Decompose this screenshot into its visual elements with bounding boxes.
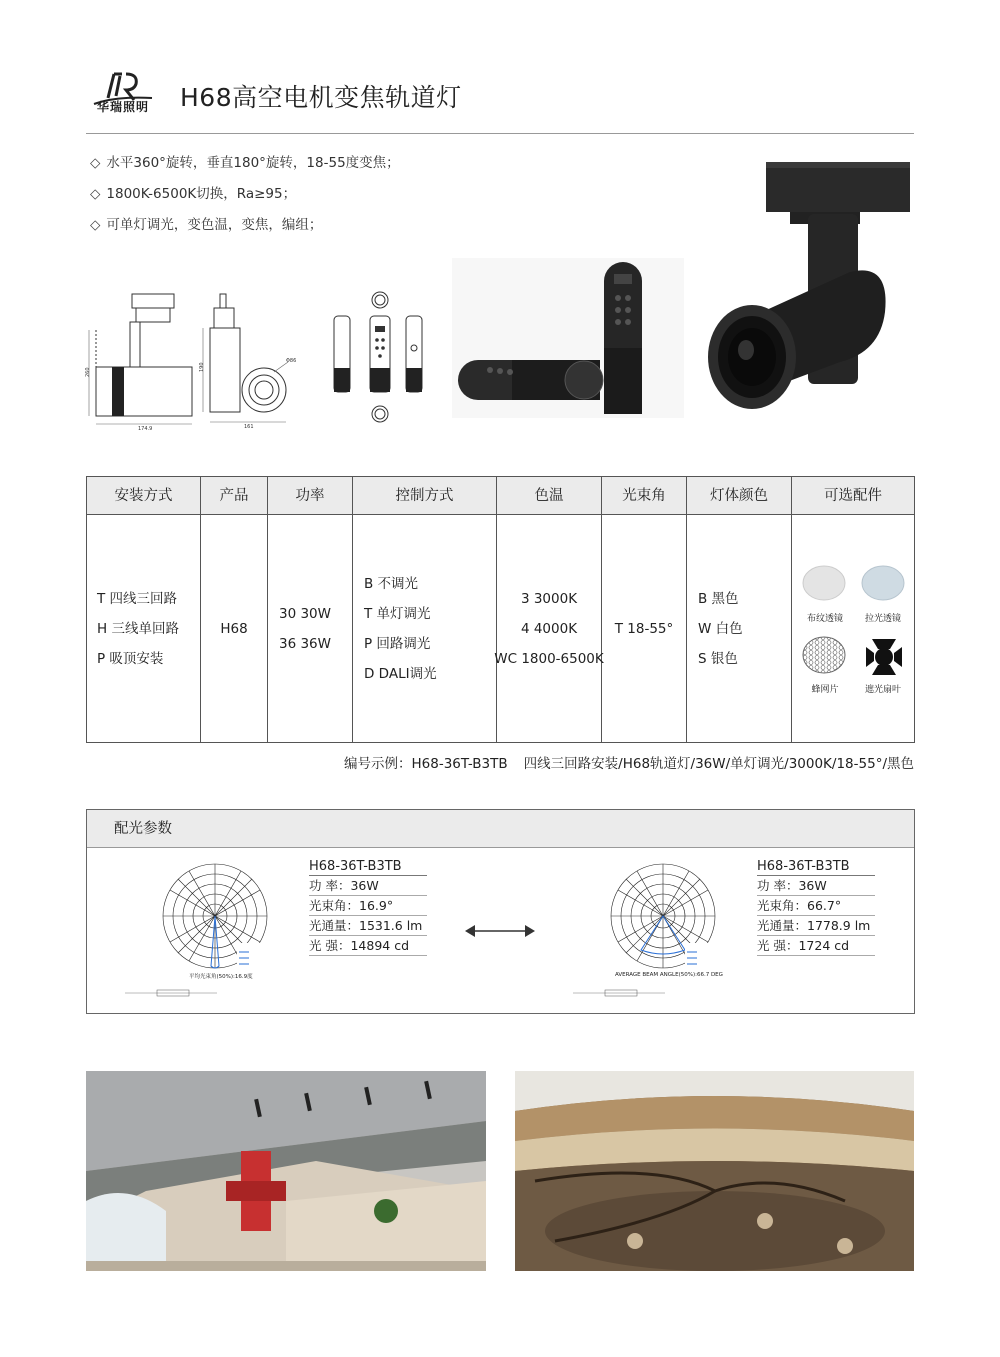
remote-control-photo: [452, 258, 684, 418]
color-option: S 银色: [698, 650, 738, 667]
scene-photo-atrium: [515, 1071, 914, 1271]
example-code: 编号示例：H68-36T-B3TB: [344, 756, 508, 772]
spec-row: 光 强：1724 cd: [757, 936, 875, 956]
header-cct: 色温: [497, 477, 601, 515]
control-option: B 不调光: [364, 575, 419, 592]
header-beam: 光束角: [602, 477, 686, 515]
polar-caption: 平均光束角(50%):16.9度: [189, 974, 253, 980]
front-height-label: 260: [85, 367, 91, 377]
diameter-label: Φ86: [286, 358, 297, 364]
col-install: [87, 477, 201, 742]
side-height-label: 190: [199, 362, 205, 372]
side-dimension-drawing: [200, 290, 300, 430]
spec-table: [86, 476, 915, 743]
col-body-color: [687, 477, 792, 742]
cct-option: 3 3000K: [520, 590, 578, 607]
col-product: [201, 477, 268, 742]
accessory-label: 布纹透镜: [806, 614, 843, 624]
textured-lens-icon: [802, 565, 846, 605]
polar-diagram-wide: [565, 858, 755, 1008]
diamond-bullet-icon: ◇: [90, 217, 101, 233]
power-option: 36 36W: [279, 635, 331, 652]
feature-item: [90, 214, 400, 245]
light-distribution-panel: [86, 809, 915, 1014]
install-option: H 三线单回路: [97, 620, 179, 637]
header-control: 控制方式: [353, 477, 496, 515]
spec-row: 光 强：14894 cd: [309, 936, 427, 956]
install-option: T 四线三回路: [97, 590, 178, 607]
front-width-label: 174.9: [138, 426, 153, 432]
page-title: H68高空电机变焦轨道灯: [180, 83, 462, 112]
feature-item: [90, 152, 400, 183]
feature-text: 1800K-6500K切换，Ra≥95；: [106, 186, 297, 202]
spec-row: 功 率：36W: [757, 876, 875, 896]
front-dimension-drawing: [86, 290, 196, 430]
col-power: [268, 477, 353, 742]
feature-text: 水平360°旋转，垂直180°旋转，18-55度变焦；: [106, 155, 400, 171]
remote-control-drawing: [330, 288, 430, 428]
control-option: P 回路调光: [364, 635, 431, 652]
cct-option: WC 1800-6500K: [494, 650, 604, 667]
control-option: D DALI调光: [364, 665, 437, 682]
spec-model: H68-36T-B3TB: [757, 858, 875, 876]
spec-row: 光束角：66.7°: [757, 896, 875, 916]
polar-diagram-narrow: [117, 858, 307, 1008]
accessories-grid: [792, 515, 914, 742]
product-model: H68: [220, 620, 248, 637]
color-option: W 白色: [698, 620, 743, 637]
col-control: [353, 477, 497, 742]
color-option: B 黑色: [698, 590, 739, 607]
spec-row: 功 率：36W: [309, 876, 427, 896]
beam-angle: T 18-55°: [614, 620, 674, 637]
header-accessories: 可选配件: [792, 477, 914, 515]
header-body-color: 灯体颜色: [687, 477, 791, 515]
double-arrow-icon: [463, 920, 537, 942]
control-option: T 单灯调光: [364, 605, 431, 622]
honeycomb-icon: [802, 635, 846, 677]
diamond-bullet-icon: ◇: [90, 155, 101, 171]
cct-option: 4 4000K: [520, 620, 578, 637]
brand-name: 华瑞照明: [96, 100, 149, 114]
header-power: 功率: [268, 477, 352, 515]
col-accessories: [792, 477, 914, 742]
header-install: 安装方式: [87, 477, 200, 515]
barn-door-icon: [864, 635, 904, 679]
side-width-label: 161: [244, 424, 254, 430]
spec-row: 光通量：1531.6 lm: [309, 916, 427, 936]
spec-row: 光束角：16.9°: [309, 896, 427, 916]
page-header: [86, 60, 914, 134]
spec-block-left: [309, 858, 427, 956]
diamond-bullet-icon: ◇: [90, 186, 101, 202]
power-option: 30 30W: [279, 605, 331, 622]
spec-block-right: [757, 858, 875, 956]
feature-list: [90, 152, 400, 245]
spec-model: H68-36T-B3TB: [309, 858, 427, 876]
spec-row: 光通量：1778.9 lm: [757, 916, 875, 936]
track-light-photo: [700, 152, 914, 417]
spread-lens-icon: [861, 565, 905, 605]
feature-text: 可单灯调光，变色温，变焦，编组；: [106, 217, 323, 233]
light-distribution-title: 配光参数: [87, 810, 914, 848]
polar-caption: AVERAGE BEAM ANGLE(50%):66.7 DEG: [615, 972, 723, 978]
feature-item: [90, 183, 400, 214]
accessory-label: 遮光扇叶: [864, 685, 901, 695]
header-product: 产品: [201, 477, 267, 515]
accessory-label: 蜂网片: [811, 685, 839, 695]
col-beam: [602, 477, 687, 742]
accessory-label: 拉光透镜: [864, 614, 901, 624]
example-description: 四线三回路安装/H68轨道灯/36W/单灯调光/3000K/18-55°/黑色: [523, 756, 914, 772]
install-option: P 吸顶安装: [97, 650, 164, 667]
col-cct: [494, 477, 604, 742]
scene-photo-lobby: [86, 1071, 486, 1271]
